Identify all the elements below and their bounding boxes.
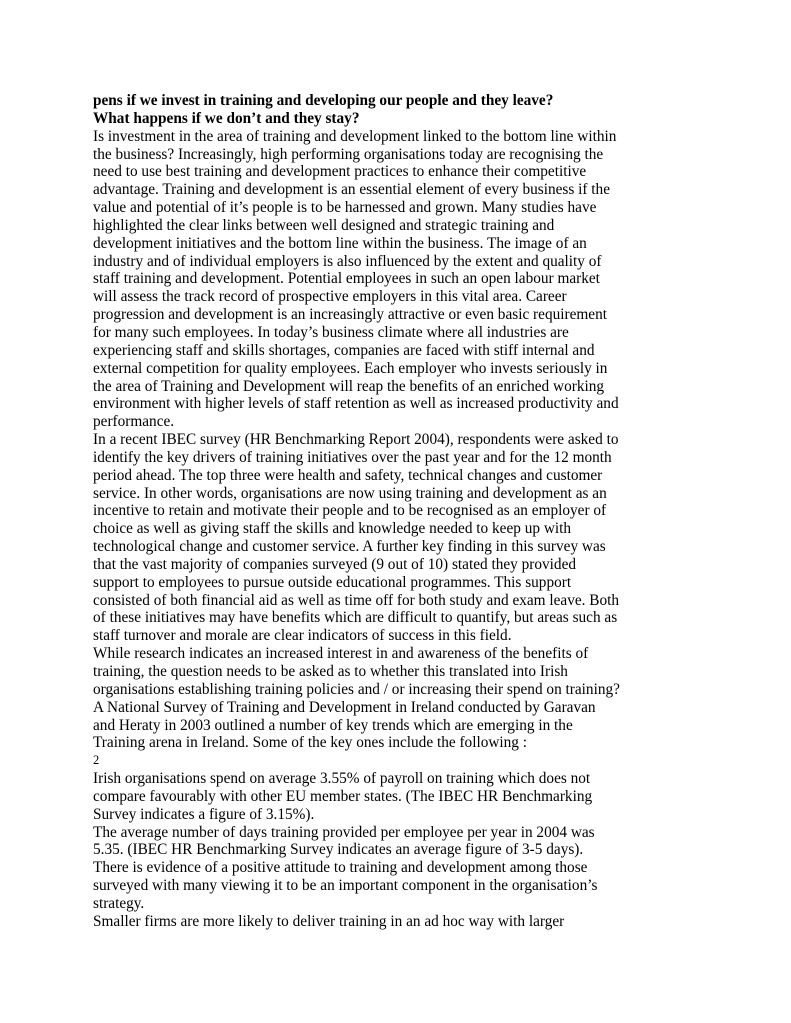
- body-text-line: technological change and customer service. A further key finding in this survey was: [93, 538, 606, 556]
- body-text-line: Survey indicates a figure of 3.15%).: [93, 805, 315, 823]
- body-text-line: choice as well as giving staff the skills and knowledge needed to keep up with: [93, 520, 572, 538]
- page-number: 2: [93, 753, 100, 768]
- body-text-line: highlighted the clear links between well designed and strategic training and: [93, 216, 555, 234]
- body-text-line: advantage. Training and development is an essential element of every business if the: [93, 181, 610, 199]
- body-text-line: development initiatives and the bottom line within the business. The image of an: [93, 234, 587, 252]
- body-text-line: While research indicates an increased interest in and awareness of the benefits of: [93, 645, 589, 663]
- document-page: [93, 92, 633, 931]
- body-text-line: Is investment in the area of training and development linked to the bottom line within: [93, 127, 617, 145]
- body-text-line: In a recent IBEC survey (HR Benchmarking Report 2004), respondents were asked to: [93, 431, 619, 449]
- body-text-line: of these initiatives may have benefits which are difficult to quantify, but areas such as: [93, 609, 618, 627]
- body-text-line: need to use best training and development practices to enhance their competitive: [93, 163, 587, 181]
- body-text-line: will assess the track record of prospective employers in this vital area. Career: [93, 288, 567, 306]
- body-text-line: staff turnover and morale are clear indicators of success in this field.: [93, 627, 512, 645]
- heading-line: pens if we invest in training and developing our people and they leave?: [93, 92, 554, 109]
- body-text-line: identify the key drivers of training initiatives over the past year and for the 12 month: [93, 448, 612, 466]
- body-text-line: service. In other words, organisations are now using training and development as an: [93, 484, 607, 502]
- body-text-line: value and potential of it’s people is to be harnessed and grown. Many studies have: [93, 199, 597, 217]
- body-text-line: Training arena in Ireland. Some of the key ones include the following :: [93, 734, 528, 752]
- body-text-line: that the vast majority of companies surveyed (9 out of 10) stated they provided: [93, 555, 577, 573]
- body-text-line: consisted of both financial aid as well as time off for both study and exam leave. Both: [93, 591, 620, 609]
- body-text-line: progression and development is an increasingly attractive or even basic requirement: [93, 306, 607, 324]
- body-text-line: experiencing staff and skills shortages, companies are faced with stiff internal and: [93, 341, 595, 359]
- body-text-line: period ahead. The top three were health and safety, technical changes and customer: [93, 466, 603, 484]
- body-text-line: 5.35. (IBEC HR Benchmarking Survey indicates an average figure of 3-5 days).: [93, 841, 584, 859]
- heading-line: What happens if we don’t and they stay?: [93, 109, 360, 127]
- body-text-line: A National Survey of Training and Development in Ireland conducted by Garavan: [93, 698, 596, 716]
- body-text-line: compare favourably with other EU member states. (The IBEC HR Benchmarking: [93, 787, 593, 805]
- body-text-line: support to employees to pursue outside educational programmes. This support: [93, 573, 572, 591]
- body-text-line: strategy.: [93, 894, 145, 912]
- body-text-line: and Heraty in 2003 outlined a number of key trends which are emerging in the: [93, 716, 573, 734]
- body-text-line: the area of Training and Development will reap the benefits of an enriched working: [93, 377, 605, 395]
- body-text-line: The average number of days training provided per employee per year in 2004 was: [93, 823, 595, 841]
- body-text-line: for many such employees. In today’s business climate where all industries are: [93, 323, 569, 341]
- body-text-line: performance.: [93, 413, 175, 431]
- body-text-line: the business? Increasingly, high performing organisations today are recognising the: [93, 145, 604, 163]
- body-text-line: incentive to retain and motivate their people and to be recognised as an employer of: [93, 502, 607, 520]
- body-text-line: Irish organisations spend on average 3.55% of payroll on training which does not: [93, 770, 591, 788]
- body-text-line: industry and of individual employers is also influenced by the extent and quality of: [93, 252, 602, 270]
- body-text-line: organisations establishing training policies and / or increasing their spend on training?: [93, 680, 620, 698]
- body-text-line: There is evidence of a positive attitude to training and development among those: [93, 859, 588, 877]
- body-text-line: surveyed with many viewing it to be an important component in the organisation’s: [93, 877, 598, 895]
- body-text-line: environment with higher levels of staff retention as well as increased productivity and: [93, 395, 619, 413]
- body-text-line: external competition for quality employees. Each employer who invests seriously in: [93, 359, 608, 377]
- body-text-line: staff training and development. Potential employees in such an open labour market: [93, 270, 600, 288]
- body-text-line: training, the question needs to be asked as to whether this translated into Irish: [93, 663, 568, 680]
- body-text-line: Smaller firms are more likely to deliver training in an ad hoc way with larger: [93, 912, 565, 930]
